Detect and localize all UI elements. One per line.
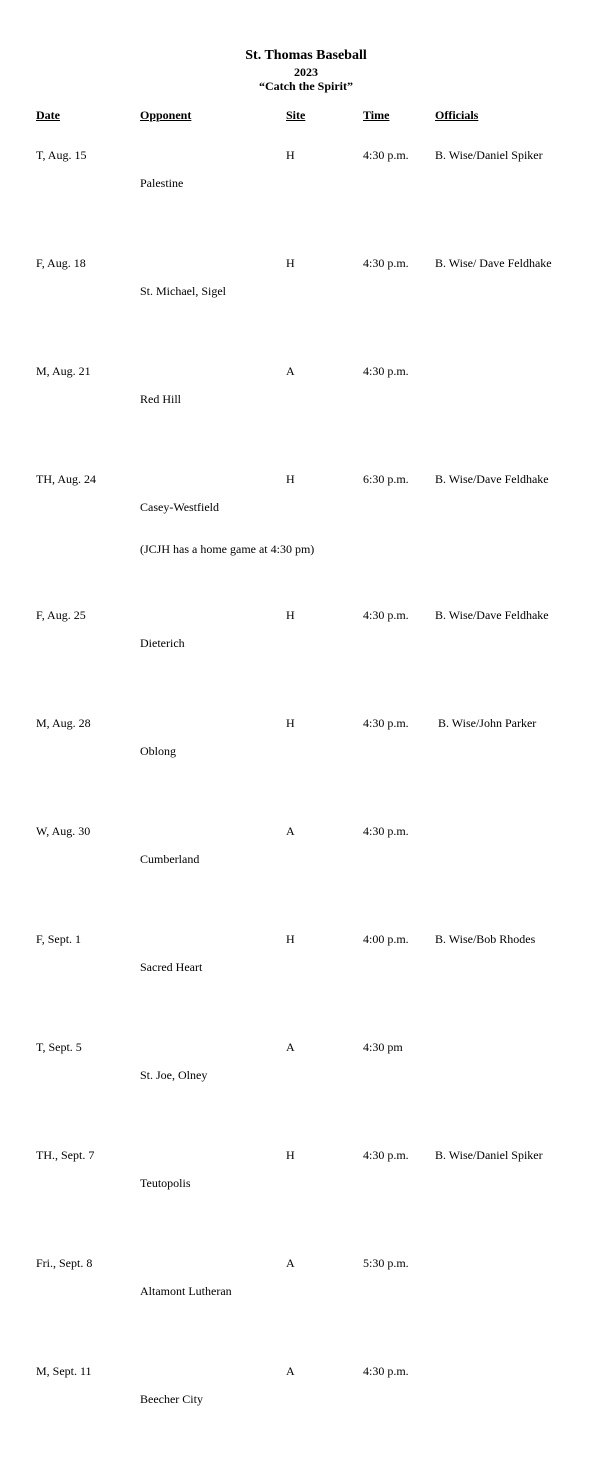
schedule-table: [36, 108, 596, 1472]
cell-officials: B. Wise/ Dave Feldhake: [435, 256, 552, 270]
opponent-note: (JCJH has a home game at 4:30 pm): [140, 542, 315, 556]
opponent-name: Beecher City: [140, 1392, 203, 1406]
column-header-time: Time: [363, 108, 390, 122]
cell-opponent: [140, 256, 286, 340]
cell-opponent: [140, 824, 286, 908]
table-row: [36, 1148, 596, 1232]
cell-site: H: [286, 256, 295, 270]
opponent-name: Casey-Westfield: [140, 500, 220, 514]
title-block: [0, 47, 612, 93]
cell-officials: B. Wise/John Parker: [435, 716, 537, 730]
cell-opponent: [140, 1040, 286, 1124]
cell-site: A: [286, 1256, 295, 1270]
table-row: [36, 1040, 596, 1124]
opponent-name: St. Joe, Olney: [140, 1068, 208, 1082]
cell-officials: B. Wise/Bob Rhodes: [435, 932, 536, 946]
cell-site: H: [286, 608, 295, 622]
cell-officials: B. Wise/Daniel Spiker: [435, 148, 543, 162]
opponent-name: Altamont Lutheran: [140, 1284, 232, 1298]
cell-site: H: [286, 716, 295, 730]
column-header-opponent: Opponent: [140, 108, 192, 122]
opponent-name: Cumberland: [140, 852, 200, 866]
cell-time: 4:30 p.m.: [363, 608, 409, 622]
table-row: [36, 608, 596, 692]
cell-time: 4:30 p.m.: [363, 1364, 409, 1378]
cell-opponent: [140, 716, 286, 800]
table-row: [36, 256, 596, 340]
cell-date: TH., Sept. 7: [36, 1148, 95, 1162]
cell-date: F, Sept. 1: [36, 932, 82, 946]
cell-site: H: [286, 148, 295, 162]
cell-opponent: [140, 1256, 286, 1340]
cell-site: H: [286, 1148, 295, 1162]
cell-date: Fri., Sept. 8: [36, 1256, 93, 1270]
cell-date: T, Sept. 5: [36, 1040, 82, 1054]
cell-time: 4:30 pm: [363, 1040, 403, 1054]
cell-opponent: [140, 608, 286, 692]
cell-opponent: [140, 1148, 286, 1232]
opponent-name: Dieterich: [140, 636, 185, 650]
cell-date: W, Aug. 30: [36, 824, 91, 838]
table-row: [36, 932, 596, 1016]
table-row: [36, 364, 596, 448]
opponent-name: Sacred Heart: [140, 960, 203, 974]
cell-opponent: [140, 148, 286, 232]
cell-opponent: [140, 932, 286, 1016]
cell-opponent: [140, 472, 315, 584]
cell-site: A: [286, 364, 295, 378]
column-header-officials: Officials: [435, 108, 479, 122]
cell-date: TH, Aug. 24: [36, 472, 96, 486]
cell-date: F, Aug. 25: [36, 608, 86, 622]
cell-date: M, Aug. 21: [36, 364, 91, 378]
table-row: [36, 1256, 596, 1340]
cell-time: 5:30 p.m.: [363, 1256, 409, 1270]
opponent-name: Red Hill: [140, 392, 181, 406]
document-year: 2023: [294, 65, 318, 79]
cell-date: T, Aug. 15: [36, 148, 87, 162]
cell-officials: B. Wise/Dave Feldhake: [435, 608, 549, 622]
table-row: [36, 472, 596, 584]
opponent-name: Palestine: [140, 176, 184, 190]
cell-time: 4:30 p.m.: [363, 1148, 409, 1162]
cell-time: 4:30 p.m.: [363, 148, 409, 162]
table-row: [36, 824, 596, 908]
opponent-name: St. Michael, Sigel: [140, 284, 226, 298]
cell-opponent: [140, 1364, 286, 1448]
table-header-row: [36, 108, 596, 122]
cell-site: A: [286, 824, 295, 838]
cell-site: A: [286, 1040, 295, 1054]
cell-site: H: [286, 932, 295, 946]
column-header-site: Site: [286, 108, 306, 122]
cell-officials: B. Wise/Daniel Spiker: [435, 1148, 543, 1162]
cell-site: H: [286, 472, 295, 486]
document-title: St. Thomas Baseball: [245, 48, 367, 63]
document-motto: “Catch the Spirit”: [259, 79, 353, 93]
opponent-name: Teutopolis: [140, 1176, 191, 1190]
cell-opponent: [140, 364, 286, 448]
column-header-date: Date: [36, 108, 60, 122]
table-row: [36, 1364, 596, 1448]
cell-time: 4:30 p.m.: [363, 716, 409, 730]
cell-date: F, Aug. 18: [36, 256, 86, 270]
cell-time: 4:00 p.m.: [363, 932, 409, 946]
cell-date: M, Aug. 28: [36, 716, 91, 730]
table-body: [36, 148, 596, 1448]
table-row: [36, 716, 596, 800]
cell-date: M, Sept. 11: [36, 1364, 92, 1378]
cell-time: 4:30 p.m.: [363, 824, 409, 838]
cell-time: 4:30 p.m.: [363, 256, 409, 270]
cell-officials: B. Wise/Dave Feldhake: [435, 472, 549, 486]
table-row: [36, 148, 596, 232]
cell-time: 6:30 p.m.: [363, 472, 409, 486]
cell-site: A: [286, 1364, 295, 1378]
cell-time: 4:30 p.m.: [363, 364, 409, 378]
opponent-name: Oblong: [140, 744, 176, 758]
